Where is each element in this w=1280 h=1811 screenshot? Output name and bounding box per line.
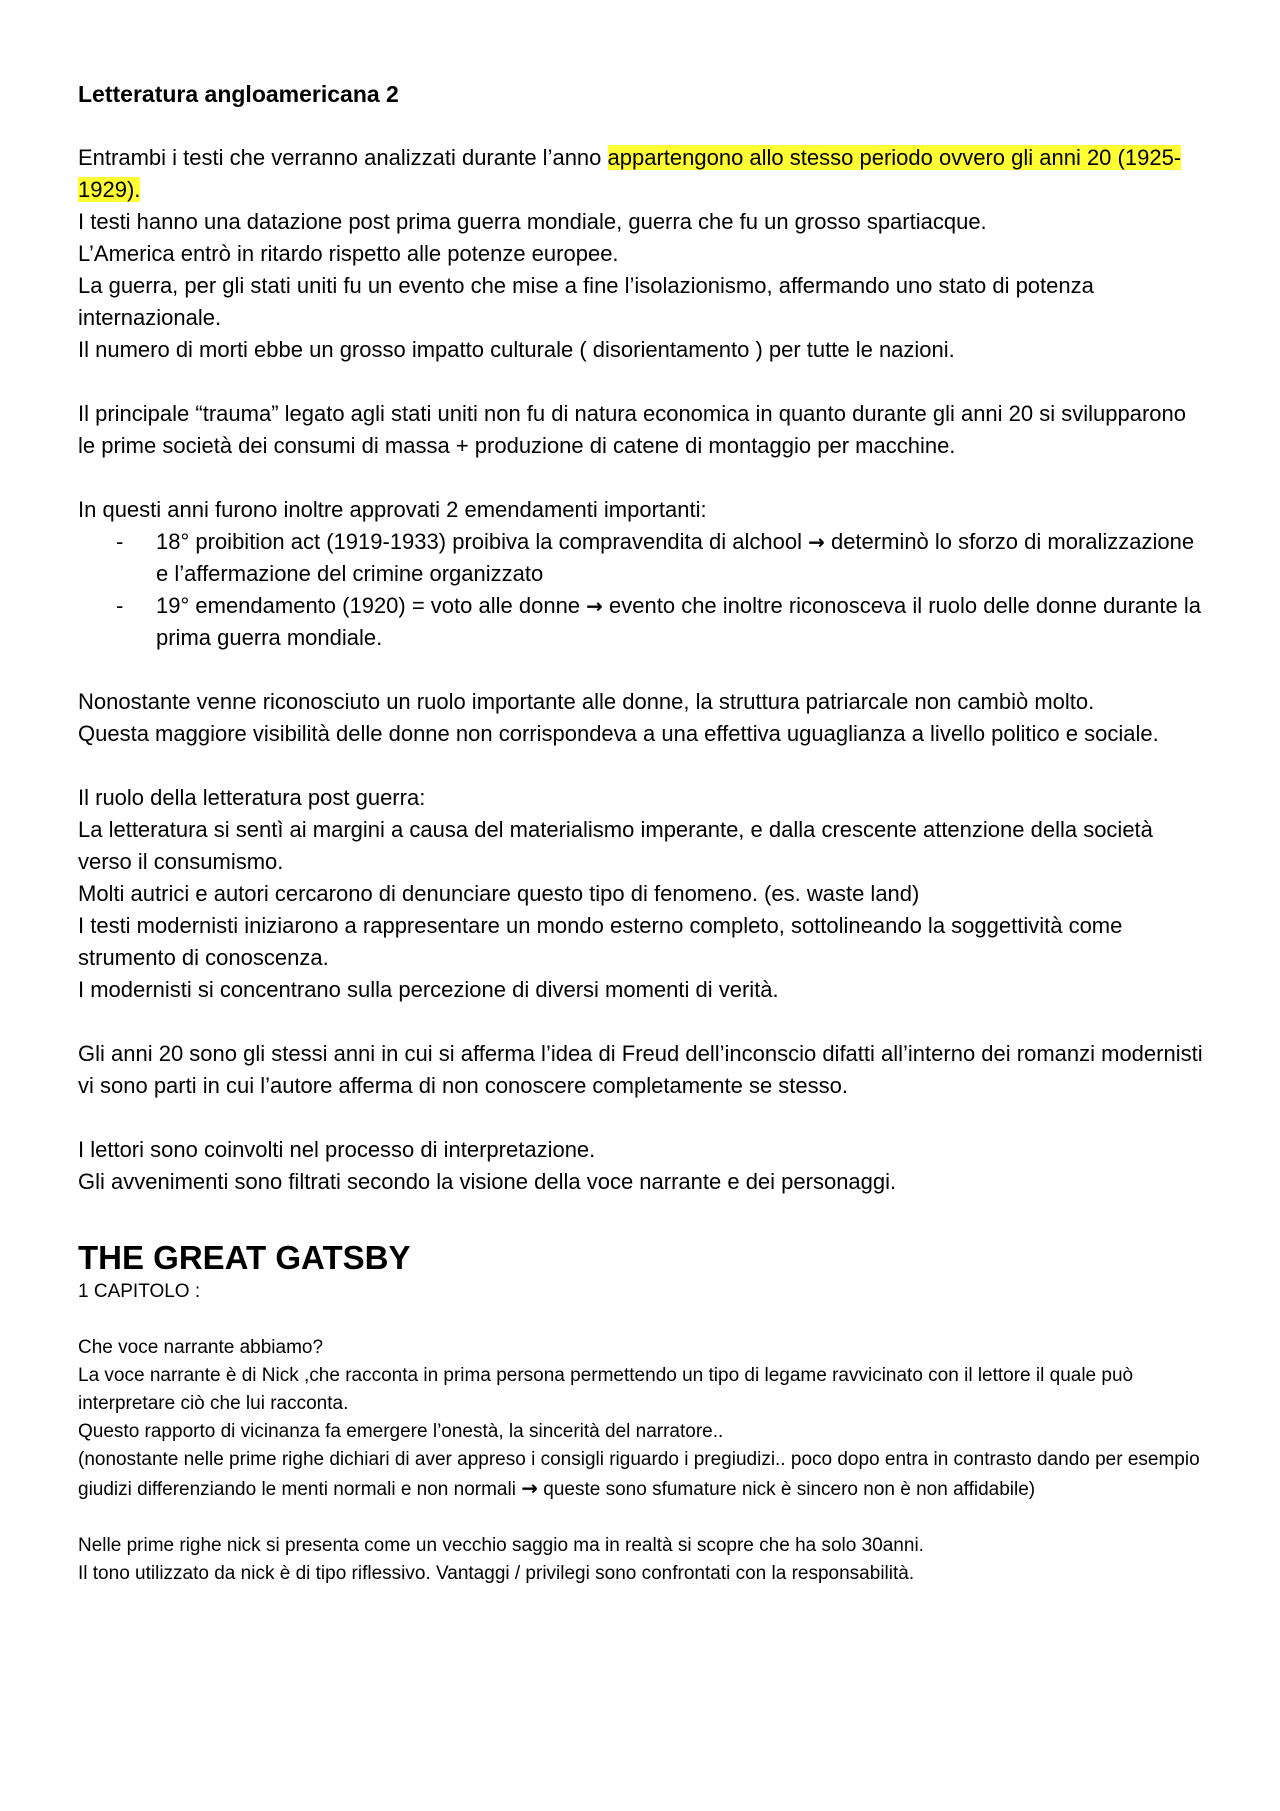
paragraph-ruolo: Il ruolo della letteratura post guerra: (78, 785, 426, 810)
chapter-label: 1 CAPITOLO : (78, 1281, 201, 1302)
intro-paragraph (78, 142, 1208, 206)
intro-text: Entrambi i testi che verranno analizzati durante l’anno (78, 145, 608, 170)
list-item (78, 526, 1208, 590)
list-marker: - (116, 593, 124, 618)
document-title: Letteratura angloamericana 2 (78, 81, 399, 107)
paragraph-modernisti: I testi modernisti iniziarono a rappresentare un mondo esterno completo, sottolineando la soggettività come strumento di conoscenza. (78, 913, 1123, 970)
paragraph-nonostante-note (78, 1446, 1208, 1504)
paragraph-ritardo: L’America entrò in ritardo rispetto alle potenze europee. (78, 241, 619, 266)
paragraph-denunciare: Molti autrici e autori cercarono di denunciare questo tipo di fenomeno. (es. waste land) (78, 881, 920, 906)
arrow-right-icon: → (808, 530, 825, 554)
list-item-text: evento che inoltre riconosceva il ruolo delle donne durante la prima guerra mondiale. (156, 593, 1201, 650)
paragraph-tono: Il tono utilizzato da nick è di tipo riflessivo. Vantaggi / privilegi sono confrontati con la responsabilità. (78, 1563, 915, 1584)
paragraph-voce-question: Che voce narrante abbiamo? (78, 1337, 324, 1358)
paragraph-avvenimenti: Gli avvenimenti sono filtrati secondo la visione della voce narrante e dei personaggi. (78, 1169, 897, 1194)
paragraph-datazione: I testi hanno una datazione post prima guerra mondiale, guerra che fu un grosso spartiacque. (78, 209, 987, 234)
paragraph-percezione: I modernisti si concentrano sulla percezione di diversi momenti di verità. (78, 977, 779, 1002)
list-item-text: 18° proibition act (1919-1933) proibiva la compravendita di alchool (156, 529, 809, 554)
paragraph-trauma: Il principale “trauma” legato agli stati uniti non fu di natura economica in quanto durante gli anni 20 si svilupparono le prime società dei consumi di massa + produzione di catene di montaggio per macchine. (78, 401, 1187, 458)
list-item-text: determinò lo sforzo di moralizzazione e l’affermazione del crimine organizzato (156, 529, 1195, 586)
paragraph-guerra: La guerra, per gli stati uniti fu un evento che mise a fine l’isolazionismo, affermando uno stato di potenza internazionale. (78, 273, 1094, 330)
paragraph-rapporto: Questo rapporto di vicinanza fa emergere l’onestà, la sincerità del narratore.. (78, 1421, 724, 1442)
note-text: (nonostante nelle prime righe dichiari di aver appreso i consigli riguardo i pregiudizi.. poco dopo entra in contrasto dando per esempio giudizi differenziando le menti normali e non normali (78, 1449, 1200, 1500)
list-item (78, 590, 1208, 654)
paragraph-vecchio: Nelle prime righe nick si presenta come un vecchio saggio ma in realtà si scopre che ha solo 30anni. (78, 1535, 924, 1556)
paragraph-nonostante: Nonostante venne riconosciuto un ruolo importante alle donne, la struttura patriarcale non cambiò molto. (78, 689, 1095, 714)
arrow-right-icon: → (586, 594, 603, 618)
paragraph-freud: Gli anni 20 sono gli stessi anni in cui si afferma l’idea di Freud dell’inconscio difatti all’interno dei romanzi modernisti vi sono parti in cui l’autore afferma di non conoscere completamente se stesso. (78, 1041, 1203, 1098)
list-item-text: 19° emendamento (1920) = voto alle donne (156, 593, 587, 618)
document-page (78, 78, 1208, 1588)
section-body (78, 1278, 1208, 1588)
paragraph-margini: La letteratura si sentì ai margini a causa del materialismo imperante, e dalla crescente attenzione della società verso il consumismo. (78, 817, 1153, 874)
paragraph-visibilita: Questa maggiore visibilità delle donne non corrispondeva a una effettiva uguaglianza a livello politico e sociale. (78, 721, 1159, 746)
note-text: queste sono sfumature nick è sincero non è non affidabile) (538, 1479, 1036, 1500)
section-title: THE GREAT GATSBY (78, 1239, 411, 1276)
paragraph-voce: La voce narrante è di Nick ,che racconta in prima persona permettendo un tipo di legame ravvicinato con il lettore il quale può interpretare ciò che lui racconta. (78, 1365, 1134, 1414)
paragraph-lettori: I lettori sono coinvolti nel processo di interpretazione. (78, 1137, 596, 1162)
paragraph-emendamenti: In questi anni furono inoltre approvati 2 emendamenti importanti: (78, 497, 707, 522)
paragraph-morti: Il numero di morti ebbe un grosso impatto culturale ( disorientamento ) per tutte le nazioni. (78, 337, 955, 362)
list-marker: - (116, 529, 124, 554)
arrow-right-icon: → (521, 1476, 538, 1500)
amendments-list (78, 526, 1208, 654)
intro-highlight: appartengono allo stesso periodo ovvero gli anni 20 (1925-1929). (78, 145, 1182, 202)
